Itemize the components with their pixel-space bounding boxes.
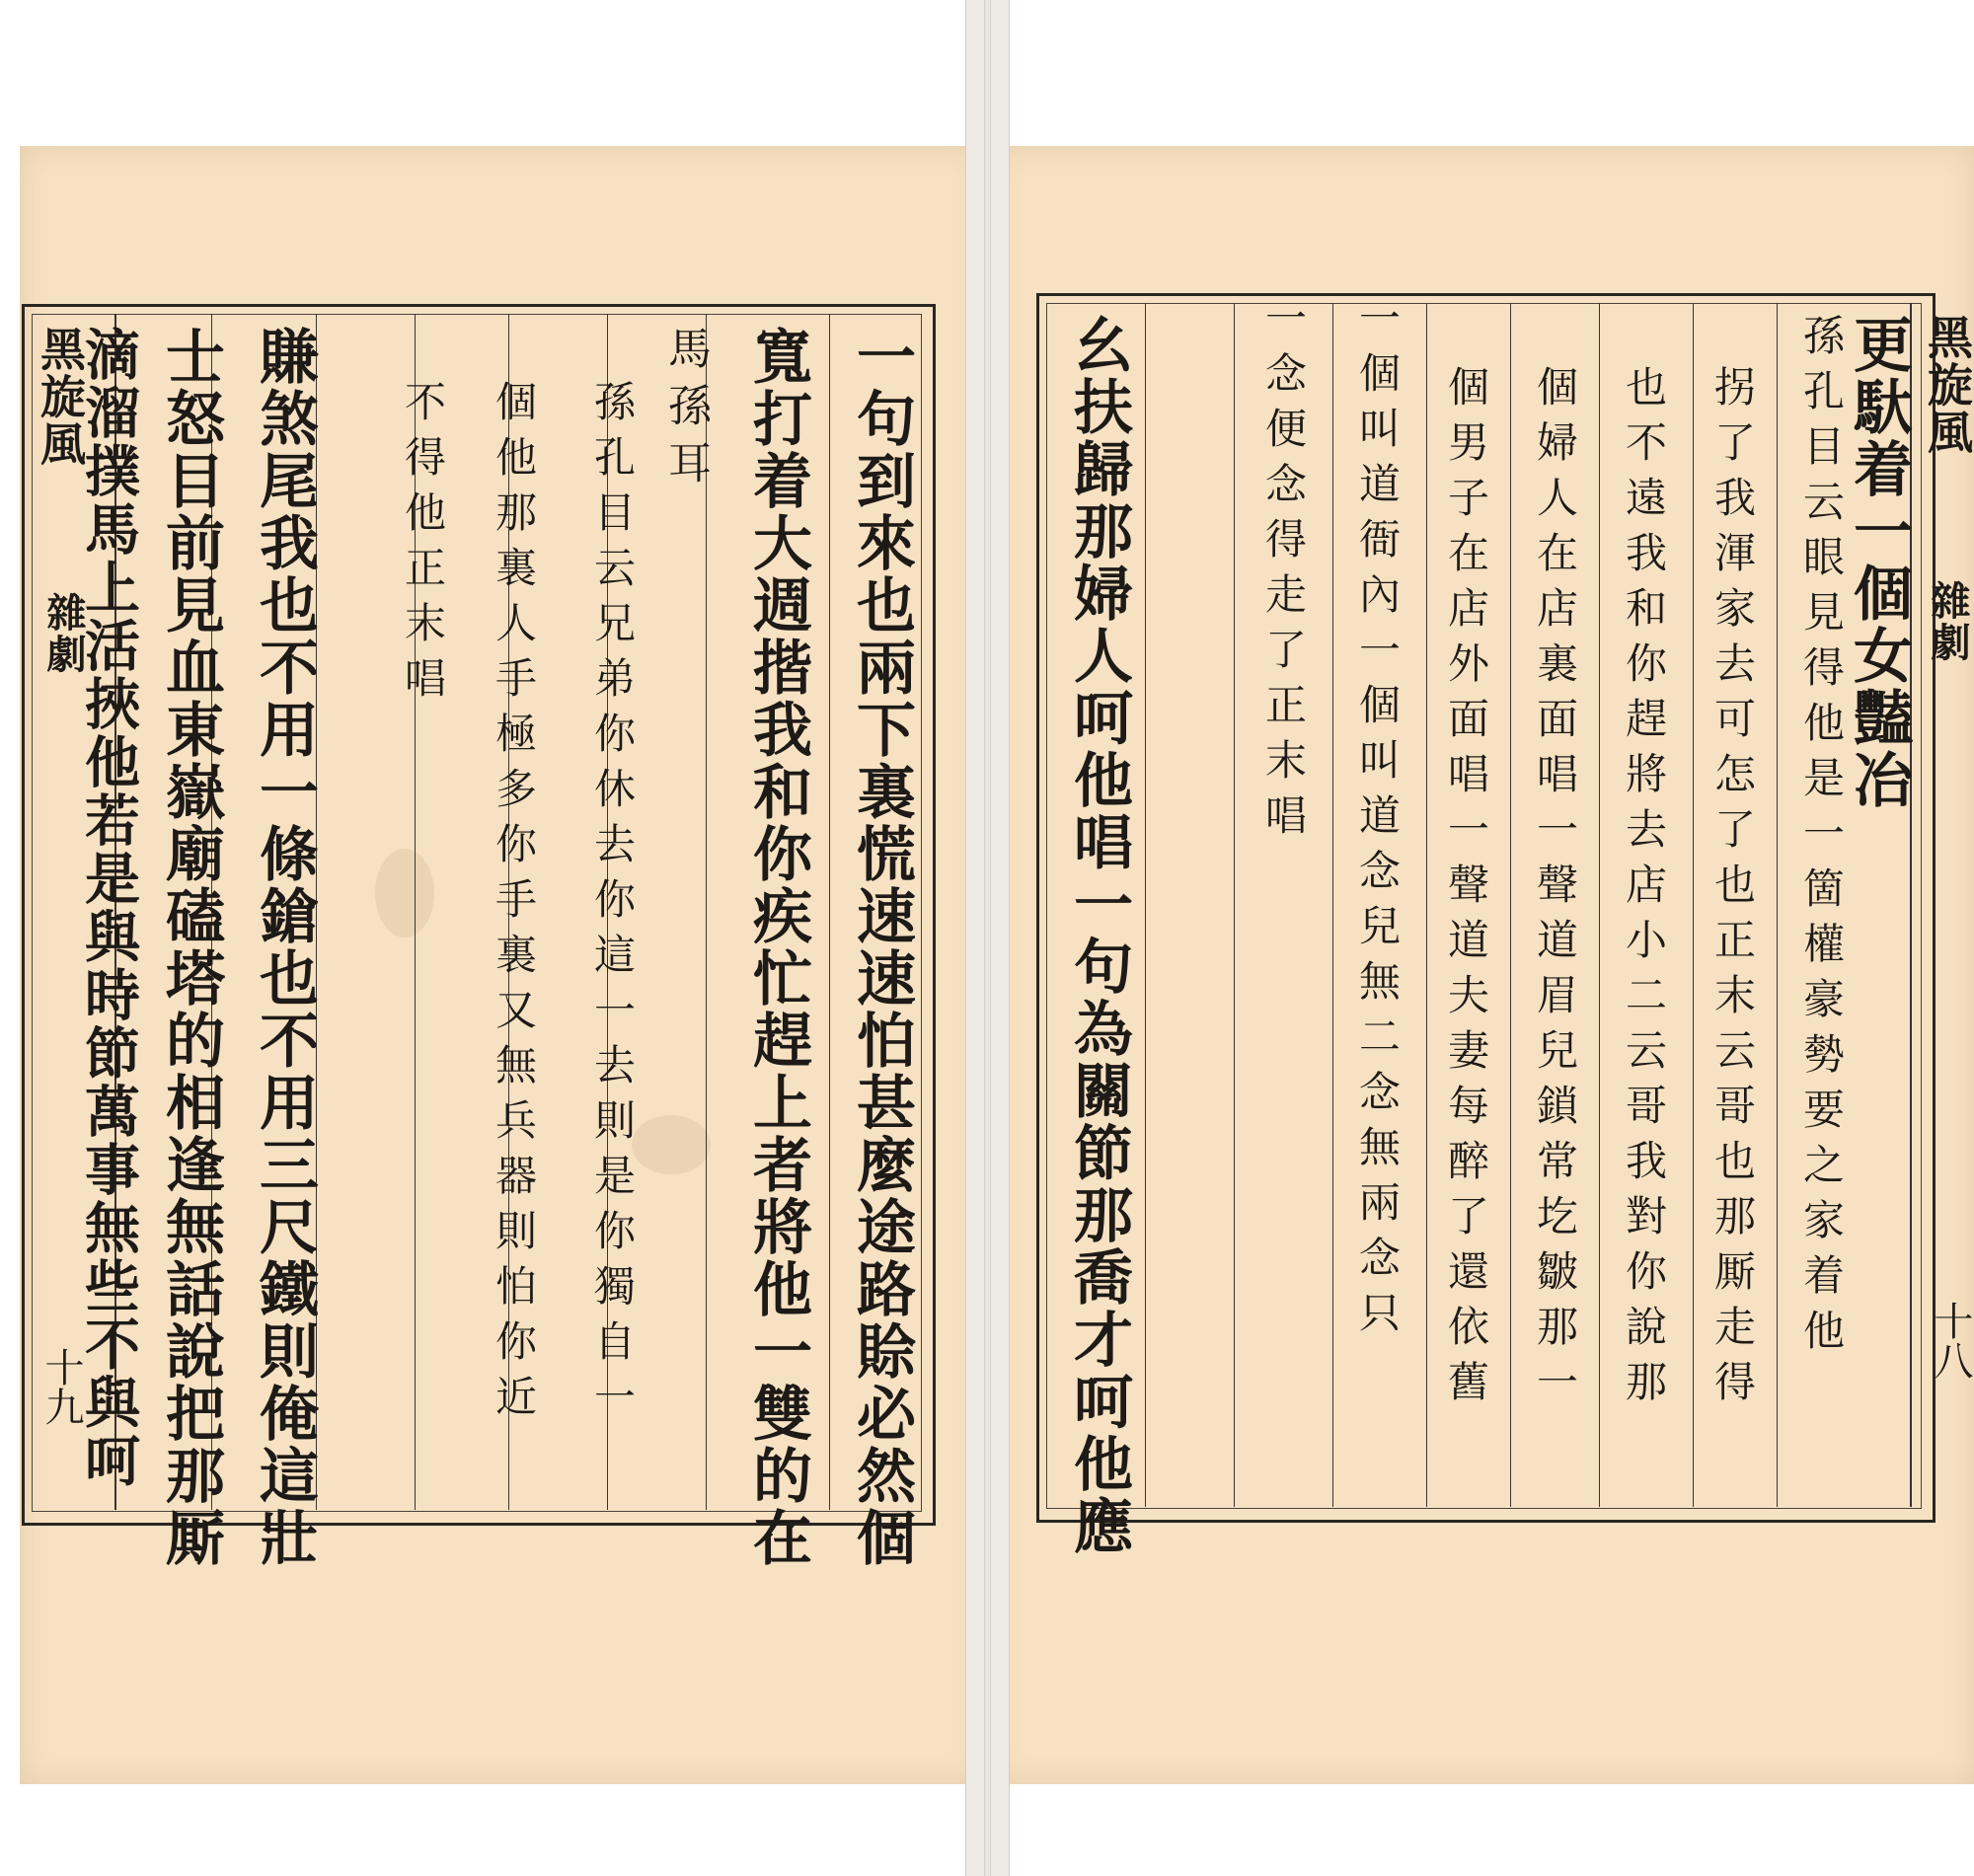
left-page-edge [965,0,985,1876]
right-text-column-9: 幺扶歸那婦人呵他唱一句為關節那喬才呵他應 [1064,314,1133,1557]
column-rule [1145,303,1146,1507]
right-page-edge [990,0,1010,1876]
column-rule [1693,303,1694,1507]
left-margin-title: 黑旋風 [34,326,87,468]
column-rule [1599,303,1600,1507]
left-text-column-4: 孫孔目云兄弟你休去你這一去則是你獨自一 [588,380,637,1430]
left-text-column-6: 不得他正末唱 [399,380,447,712]
right-page-number: 十八 [1928,1301,1973,1380]
right-text-column-2: 孫孔目云眼見得他是一箇權豪勢要之家着他 [1797,314,1846,1364]
left-page-number: 十九 [38,1347,84,1426]
left-text-column-8: 士怒目前見血東嶽廟磕塔的相逢無話說把那厮 [156,326,225,1569]
right-text-column-5: 個婦人在店裏面唱一聲道眉兒鎖常圪皺那一 [1531,365,1579,1415]
column-rule [829,314,830,1510]
right-margin-subtitle: 雜劇 [1925,580,1971,663]
right-text-column-1: 更馱着一個女豔冶 [1844,314,1913,811]
column-rule [1426,303,1427,1507]
right-text-column-4: 也不遠我和你趕將去店小二云哥我對你說那 [1620,365,1668,1415]
left-text-column-3: 馬孫耳 [660,326,711,497]
column-rule [1510,303,1511,1507]
right-text-column-7: 一個叫道衙內一個叫道念兒無二念無兩念只 [1353,296,1402,1346]
left-text-column-2: 寬打着大週揩我和你疾忙趕上者將他一雙的在 [743,326,812,1569]
right-text-column-6: 個男子在店外面唱一聲道夫妻每醉了還依舊 [1442,365,1490,1415]
column-rule [1777,303,1778,1507]
left-text-column-1: 一句到來也兩下裏慌速速怕甚麼途路賒必然個 [847,326,916,1569]
right-text-column-3: 拐了我渾家去可怎了也正末云哥也那厮走得 [1708,365,1757,1415]
left-margin-subtitle: 雜劇 [40,592,87,675]
left-text-column-5: 個他那裏人手極多你手裏又無兵器則怕你近 [490,380,538,1430]
column-rule [1234,303,1235,1507]
right-text-column-8: 一念便念得走了正末唱 [1259,296,1308,849]
right-margin-title: 黑旋風 [1921,314,1974,456]
left-text-column-7: 賺煞尾我也不用一條鎗也不用三尺鐵則俺這壯 [250,326,319,1569]
column-rule [1332,303,1333,1507]
left-text-column-9: 滴溜撲馬上活挾他若是與時節萬事無些不與呵 [76,326,141,1490]
